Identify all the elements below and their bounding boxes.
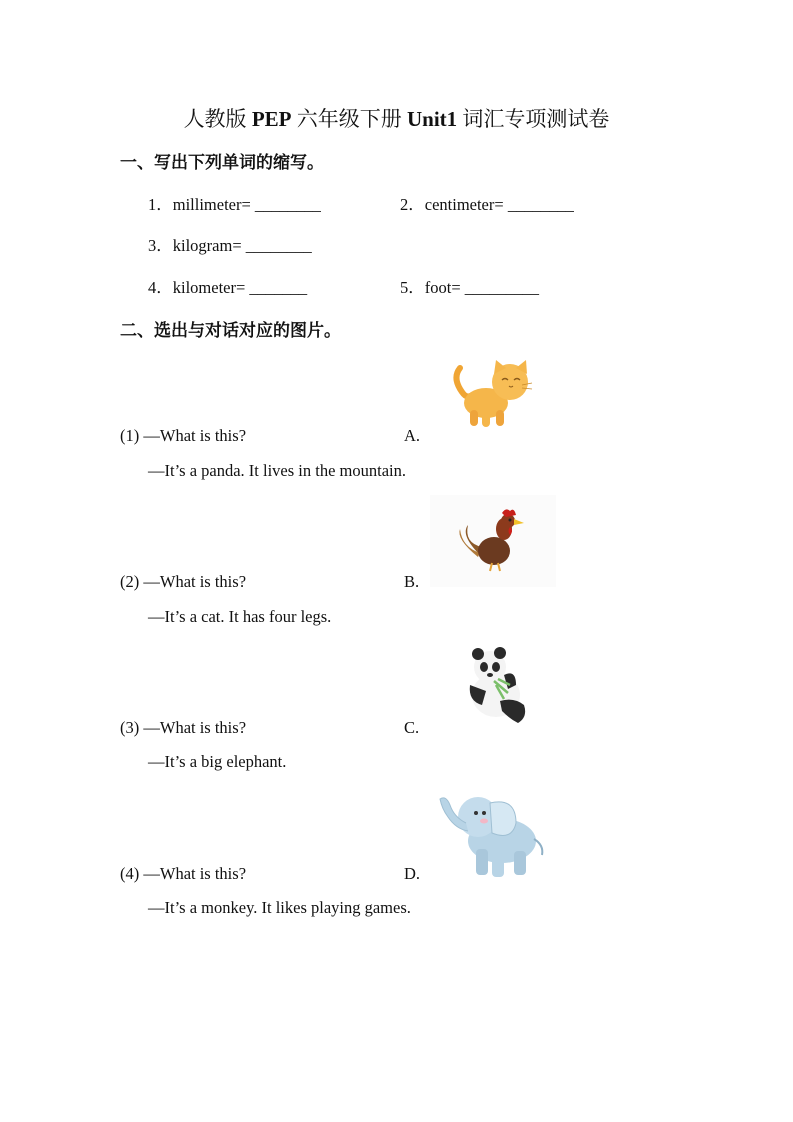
item-word: kilogram= [172,236,246,255]
option-c-label: C. [404,718,420,737]
answer-4: —It’s a monkey. It likes playing games. [148,898,411,917]
cat-image [448,358,538,430]
answer-blank[interactable]: _______ [249,278,308,297]
question-1: (1) —What is this? [120,426,247,445]
vocab-item-2 [400,191,574,215]
vocab-item-4 [148,274,307,298]
question-3: (3) —What is this? [120,718,247,737]
section-2-heading: 二、选出与对话对应的图片。 [120,321,341,340]
item-number: 5． [400,278,425,297]
item-word: centimeter= [424,195,508,214]
title-pep: PEP [251,107,292,131]
option-d-label: D. [404,864,421,883]
item-number: 2． [400,195,425,214]
answer-blank[interactable]: ________ [254,195,321,214]
vocab-item-3 [148,232,312,256]
answer-blank[interactable]: ________ [507,195,574,214]
item-number: 1． [148,195,173,214]
question-4: (4) —What is this? [120,864,247,883]
title-text: 词汇专项测试卷 [457,107,610,131]
item-word: kilometer= [172,278,250,297]
panda-image [464,645,534,727]
vocab-item-5 [400,274,539,298]
item-word: millimeter= [172,195,255,214]
elephant-image [436,783,552,881]
answer-blank[interactable]: ________ [245,236,312,255]
page-title [0,103,793,133]
question-2: (2) —What is this? [120,572,247,591]
answer-3: —It’s a big elephant. [148,752,287,771]
answer-1: —It’s a panda. It lives in the mountain. [148,461,406,480]
title-text: 人教版 [183,107,252,131]
item-word: foot= [424,278,465,297]
item-number: 4． [148,278,173,297]
rooster-image [430,495,556,587]
section-1-heading: 一、写出下列单词的缩写。 [120,153,324,172]
item-number: 3． [148,236,173,255]
answer-blank[interactable]: _________ [464,278,540,297]
option-b-label: B. [404,572,420,591]
title-unit: Unit1 [406,107,458,131]
title-text: 六年级下册 [291,107,407,131]
answer-2: —It’s a cat. It has four legs. [148,607,332,626]
option-a-label: A. [404,426,421,445]
vocab-item-1 [148,191,321,215]
